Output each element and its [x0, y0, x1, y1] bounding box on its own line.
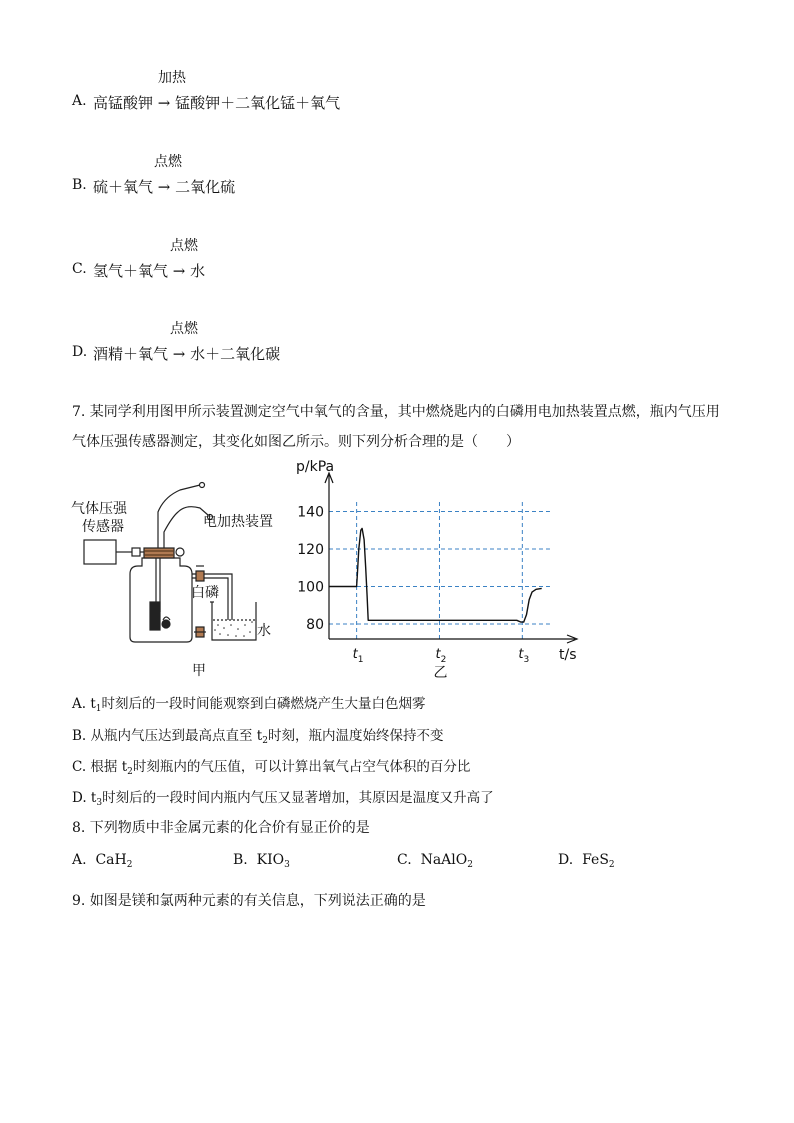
x-axis-label: t/s — [559, 647, 577, 663]
x-tick-label: $t_3$ — [518, 647, 530, 665]
formula-subscript: 3 — [284, 860, 290, 870]
y-axis-label: p/kPa — [296, 459, 335, 475]
q8-option-b — [233, 852, 290, 870]
x-tick-subscript: 1 — [357, 655, 364, 665]
option-text: 酒精＋氧气 → 水＋二氧化碳 — [93, 345, 281, 363]
formula-subscript: 2 — [608, 860, 615, 870]
sensor-label-line2: 传感器 — [82, 519, 124, 535]
option-prefix: D. t — [72, 790, 97, 806]
formula-subscript: 2 — [467, 860, 473, 870]
reaction-condition: 点燃 — [154, 154, 182, 170]
x-tick-subscript: 3 — [523, 655, 530, 665]
reaction-condition: 点燃 — [170, 321, 198, 337]
option-formula: CaH — [95, 852, 127, 868]
option-formula: KIO — [256, 852, 285, 868]
q7-option-d — [72, 786, 494, 808]
option-text: 氢气＋氧气 → 水 — [93, 262, 206, 280]
apparatus-diagram — [60, 462, 290, 682]
option-prefix: C. 根据 t — [72, 759, 128, 775]
option-subscript: 3 — [96, 798, 103, 808]
q8-option-c — [397, 852, 473, 870]
pressure-curve — [329, 528, 542, 622]
option-letter: C. — [72, 261, 87, 277]
gas-bottle — [130, 558, 192, 642]
option-suffix: 时刻瓶内的气压值，可以计算出氧气占空气体积的百分比 — [132, 759, 471, 775]
phosphorus-label: 白磷 — [191, 585, 219, 601]
option-suffix: 时刻，瓶内温度始终保持不变 — [267, 728, 444, 744]
figure-caption-jia: 甲 — [192, 663, 206, 679]
q8-option-d — [558, 852, 615, 870]
option-suffix: 时刻后的一段时间能观察到白磷燃烧产生大量白色烟雾 — [101, 696, 426, 712]
heater-label: 电加热装置 — [203, 514, 273, 530]
q7-option-a — [72, 692, 426, 714]
q7-option-b — [72, 724, 443, 746]
y-tick-label: 140 — [297, 504, 324, 521]
y-tick-label: 80 — [306, 617, 324, 633]
option-subscript: 2 — [262, 736, 268, 746]
x-tick-label: $t_2$ — [435, 647, 447, 665]
pressure-chart — [280, 455, 590, 685]
option-letter: D. — [558, 852, 574, 868]
option-letter: C. — [397, 852, 412, 868]
y-tick-label: 100 — [297, 579, 324, 596]
x-tick-subscript: 2 — [440, 655, 447, 665]
phosphorus-spoon — [162, 620, 170, 628]
q8-stem: 8. 下列物质中非金属元素的化合价有显正价的是 — [72, 820, 370, 836]
sensor-box — [84, 540, 116, 564]
option-subscript: 2 — [127, 767, 133, 777]
option-letter: D. — [72, 344, 88, 360]
sensor-label-line1: 气体压强 — [71, 501, 127, 517]
option-text: 硫＋氧气 → 二氧化硫 — [93, 178, 236, 196]
reaction-condition: 点燃 — [170, 238, 198, 254]
option-letter: A. — [72, 852, 87, 868]
option-formula: FeS — [582, 852, 609, 868]
option-formula: NaAlO — [420, 852, 468, 868]
option-letter: B. — [233, 852, 248, 868]
q8-option-a — [72, 852, 132, 870]
option-prefix: A. t — [72, 696, 96, 712]
q7-option-c — [72, 755, 470, 777]
option-text: 高锰酸钾 → 锰酸钾＋二氧化锰＋氧气 — [93, 94, 341, 112]
x-tick-label: $t_1$ — [352, 647, 364, 665]
q7-stem-line1: 7. 某同学利用图甲所示装置测定空气中氧气的含量，其中燃烧匙内的白磷用电加热装置点燃，瓶内气压用 — [72, 404, 720, 420]
water-beaker — [212, 602, 256, 640]
option-suffix: 时刻后的一段时间内瓶内气压又显著增加，其原因是温度又升高了 — [102, 790, 494, 806]
option-prefix: B. 从瓶内气压达到最高点直至 t — [72, 728, 263, 744]
option-letter: B. — [72, 177, 87, 193]
reaction-condition: 加热 — [158, 70, 186, 86]
option-subscript: 1 — [95, 704, 102, 714]
figure-caption-yi: 乙 — [433, 665, 448, 681]
y-tick-label: 120 — [297, 542, 324, 558]
option-letter: A. — [72, 93, 87, 109]
water-label: 水 — [257, 623, 271, 639]
q9-stem: 9. 如图是镁和氯两种元素的有关信息，下列说法正确的是 — [72, 893, 426, 909]
formula-subscript: 2 — [126, 860, 133, 870]
q7-stem-line2: 气体压强传感器测定，其变化如图乙所示。则下列分析合理的是（ ） — [72, 434, 520, 450]
